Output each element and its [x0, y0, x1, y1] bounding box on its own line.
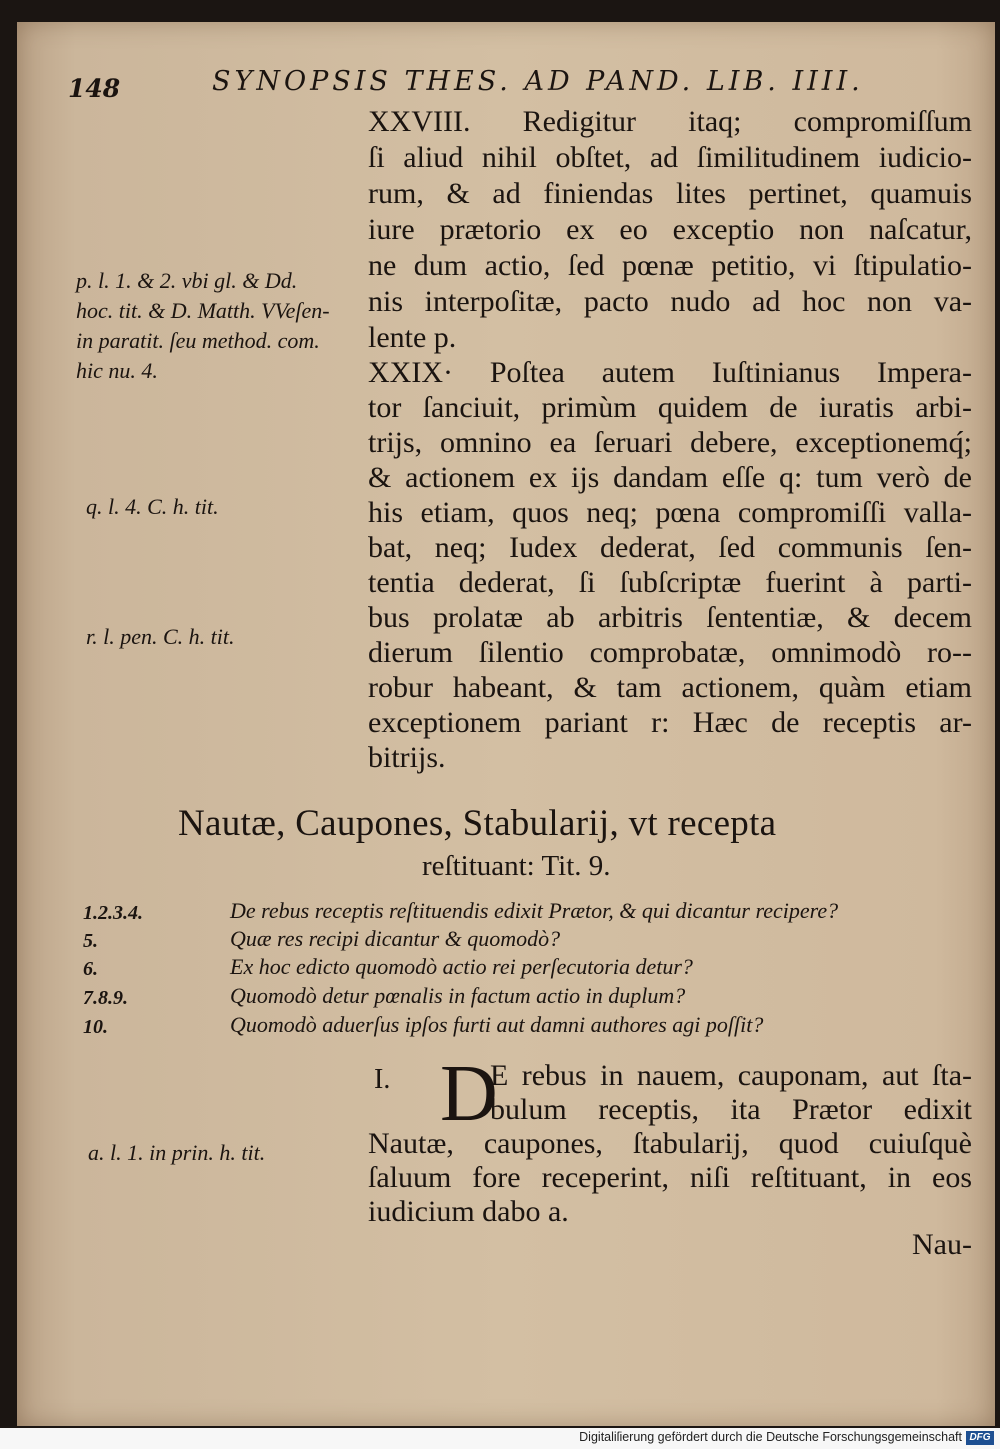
- margin-note: a. l. 1. in prin. h. tit.: [88, 1140, 266, 1165]
- dfg-logo: DFG: [966, 1431, 994, 1445]
- margin-note: in paratit. ſeu method. com.: [76, 328, 320, 353]
- catchword: Nau-: [912, 1228, 972, 1261]
- text-line: rum, & ad finiendas lites pertinet, quamuis: [368, 177, 972, 210]
- digitization-footer: [0, 1428, 1000, 1449]
- section-number: I.: [374, 1064, 391, 1095]
- text-line: tor ſanciuit, primùm quidem de iuratis arbi-: [368, 391, 972, 424]
- text-line: bitrijs.: [368, 741, 446, 774]
- margin-note: hic nu. 4.: [76, 358, 158, 383]
- text-line: XXVIII. Redigitur itaq; compromiſſum: [368, 105, 972, 138]
- summary-question: Quæ res recipi dicantur & quomodò?: [230, 926, 561, 951]
- text-line: his etiam, quos neq; pœna compromiſſi valla-: [368, 496, 972, 529]
- text-line: ſi aliud nihil obſtet, ad ſimilitudinem iudicio-: [368, 141, 972, 174]
- text-line: iudicium dabo a.: [368, 1195, 569, 1228]
- section-title: Nautæ, Caupones, Stabularij, vt recepta: [178, 803, 777, 844]
- text-line: ne dum actio, ſed pœnæ petitio, vi ſtipulatio-: [368, 249, 972, 282]
- text-line: lente p.: [368, 321, 457, 354]
- text-line: & actionem ex ijs dandam eſſe q: tum verò de: [368, 461, 972, 494]
- margin-note: r. l. pen. C. h. tit.: [86, 624, 235, 649]
- summary-question: Ex hoc edicto quomodò actio rei perſecutoria detur?: [230, 954, 693, 979]
- footer-credit: Digitaliſierung gefördert durch die Deutsche Forschungsgemeinschaft: [579, 1430, 962, 1444]
- summary-numbers: 5.: [83, 930, 98, 952]
- text-line: XXIX· Poſtea autem Iuſtinianus Impera-: [368, 356, 972, 389]
- running-head: SYNOPSIS THES. AD PAND. LIB. IIII.: [212, 66, 864, 97]
- text-line: robur habeant, & tam actionem, quàm etiam: [368, 671, 972, 704]
- margin-note: q. l. 4. C. h. tit.: [86, 494, 219, 519]
- margin-note: hoc. tit. & D. Matth. VVeſen-: [76, 298, 330, 323]
- margin-note: p. l. 1. & 2. vbi gl. & Dd.: [76, 268, 298, 293]
- summary-numbers: 10.: [83, 1016, 108, 1038]
- summary-question: De rebus receptis reſtituendis edixit Prætor, & qui dicantur recipere?: [230, 898, 839, 923]
- text-line: iure prætorio ex eo exceptio non naſcatur,: [368, 213, 972, 246]
- drop-cap: D: [440, 1050, 498, 1138]
- summary-question: Quomodò detur pœnalis in factum actio in duplum?: [230, 983, 686, 1008]
- text-line: bulum receptis, ita Prætor edixit: [490, 1093, 972, 1126]
- text-line: dierum ſilentio comprobatæ, omnimodò ro--: [368, 636, 972, 669]
- text-line: trijs, omnino ea ſeruari debere, exceptionemq́;: [368, 426, 972, 459]
- text-line: nis interpoſitæ, pacto nudo ad hoc non va-: [368, 285, 972, 318]
- section-subtitle: reſtituant: Tit. 9.: [422, 850, 611, 882]
- text-line: E rebus in nauem, cauponam, aut ſta-: [490, 1059, 972, 1092]
- summary-numbers: 1.2.3.4.: [83, 902, 143, 924]
- summary-numbers: 7.8.9.: [83, 987, 128, 1009]
- page-number: 148: [68, 74, 121, 103]
- text-line: tentia dederat, ſi ſubſcriptæ fuerint à parti-: [368, 566, 972, 599]
- summary-numbers: 6.: [83, 958, 98, 980]
- text-line: Nautæ, caupones, ſtabularij, quod cuiuſquè: [368, 1127, 972, 1160]
- text-line: exceptionem pariant r: Hæc de receptis ar-: [368, 706, 972, 739]
- text-line: bus prolatæ ab arbitris ſententiæ, & decem: [368, 601, 972, 634]
- summary-question: Quomodò aduerſus ipſos furti aut damni authores agi poſſit?: [230, 1012, 764, 1037]
- text-line: ſaluum fore receperint, niſi reſtituant, in eos: [368, 1161, 972, 1194]
- text-line: bat, neq; Iudex dederat, ſed communis ſen-: [368, 531, 972, 564]
